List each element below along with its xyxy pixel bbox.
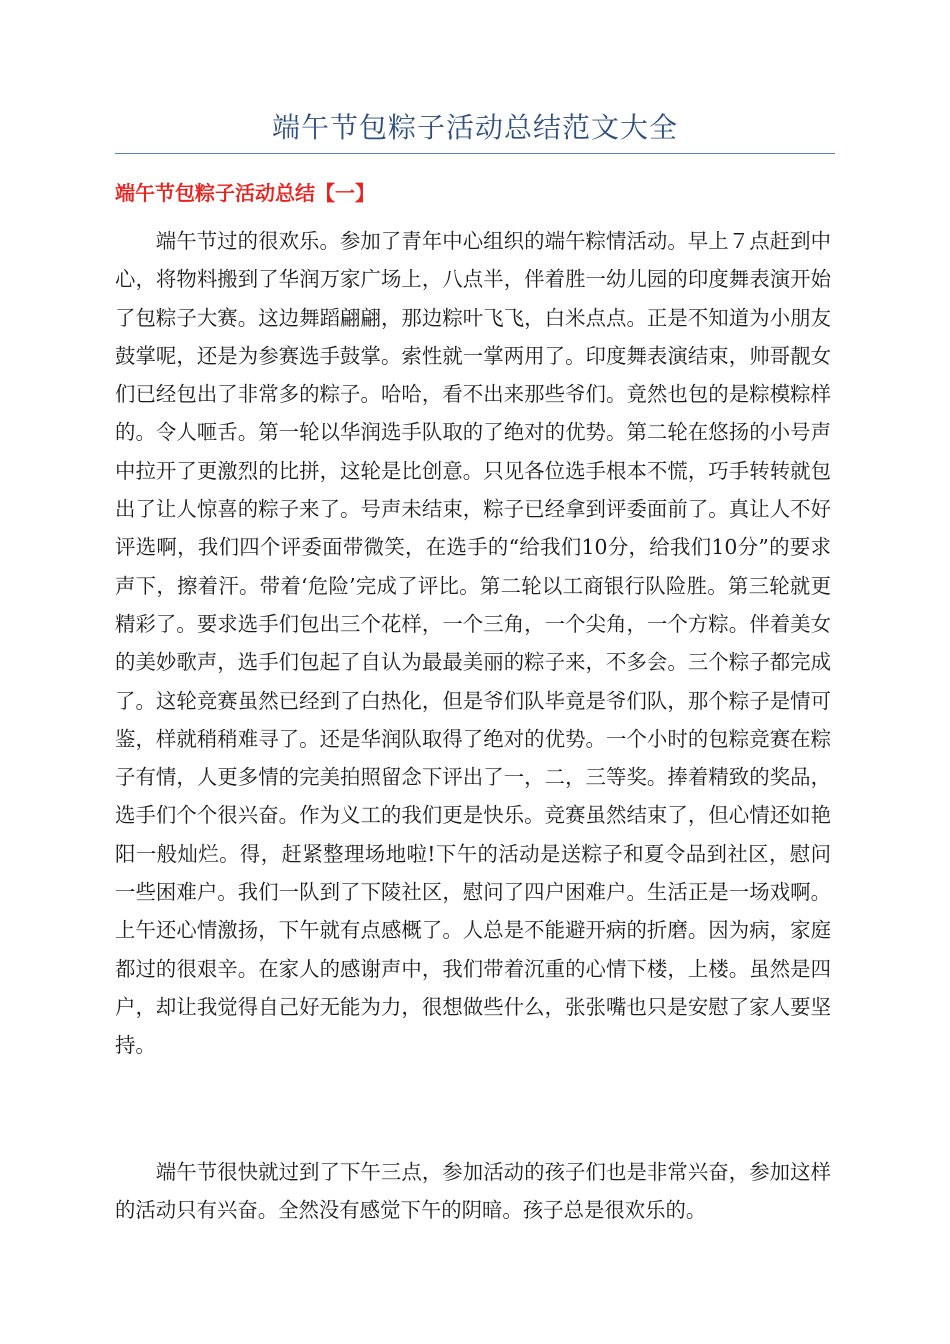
body-paragraph: 端午节过的很欢乐。参加了青年中心组织的端午粽情活动。早上７点赶到中心，将物料搬到了华润万家广场上，八点半，伴着胜一幼儿园的印度舞表演开始了包粽子大赛。这边舞蹈翩翩，那边粽叶飞飞，白米点点。正是不知道为小朋友鼓掌呢，还是为参赛选手鼓掌。索性就一掌两用了。印度舞表演结束，帅哥靓女们已经包出了非常多的粽子。哈哈，看不出来那些爷们。竟然也包的是粽模粽样的。令人咂舌。第一轮以华润选手队取的了绝对的优势。第二轮在悠扬的小号声中拉开了更激烈的比拼，这轮是比创意。只见各位选手根本不慌，巧手转转就包出了让人惊喜的粽子来了。号声未结束，粽子已经拿到评委面前了。真让人不好评选啊，我们四个评委面带微笑，在选手的“给我们10分，给我们10分”的要求声下，擦着汗。带着‘危险’完成了评比。第二轮以工商银行队险胜。第三轮就更精彩了。要求选手们包出三个花样，一个三角，一个尖角，一个方粽。伴着美女的美妙歌声，选手们包起了自认为最最美丽的粽子来，不多会。三个粽子都完成了。这轮竞赛虽然已经到了白热化，但是爷们队毕竟是爷们队，那个粽子是情可鉴，样就稍稍难寻了。还是华润队取得了绝对的优势。一个小时的包粽竞赛在粽子有情，人更多情的完美拍照留念下评出了一，二，三等奖。捧着精致的奖品，选手们个个很兴奋。作为义工的我们更是快乐。竞赛虽然结束了，但心情还如艳阳一般灿烂。得，赶紧整理场地啦!下午的活动是送粽子和夏令品到社区，慰问一些困难户。我们一队到了下陵社区，慰问了四户困难户。生活正是一场戏啊。上午还心情激扬，下午就有点感概了。人总是不能避开病的折磨。因为病，家庭都过的很艰辛。在家人的感谢声中，我们带着沉重的心情下楼，上楼。虽然是四户，却让我觉得自己好无能为力，很想做些什么，张张嘴也只是安慰了家人要坚持。	[115, 229, 831, 1058]
section-heading: 端午节包粽子活动总结【一】	[115, 181, 375, 205]
title-underline	[115, 153, 835, 154]
document-title: 端午节包粽子活动总结范文大全	[271, 111, 678, 144]
body-paragraph: 端午节很快就过到了下午三点，参加活动的孩子们也是非常兴奋，参加这样的活动只有兴奋。全然没有感觉下午的阴暗。孩子总是很欢乐的。	[115, 1160, 831, 1223]
